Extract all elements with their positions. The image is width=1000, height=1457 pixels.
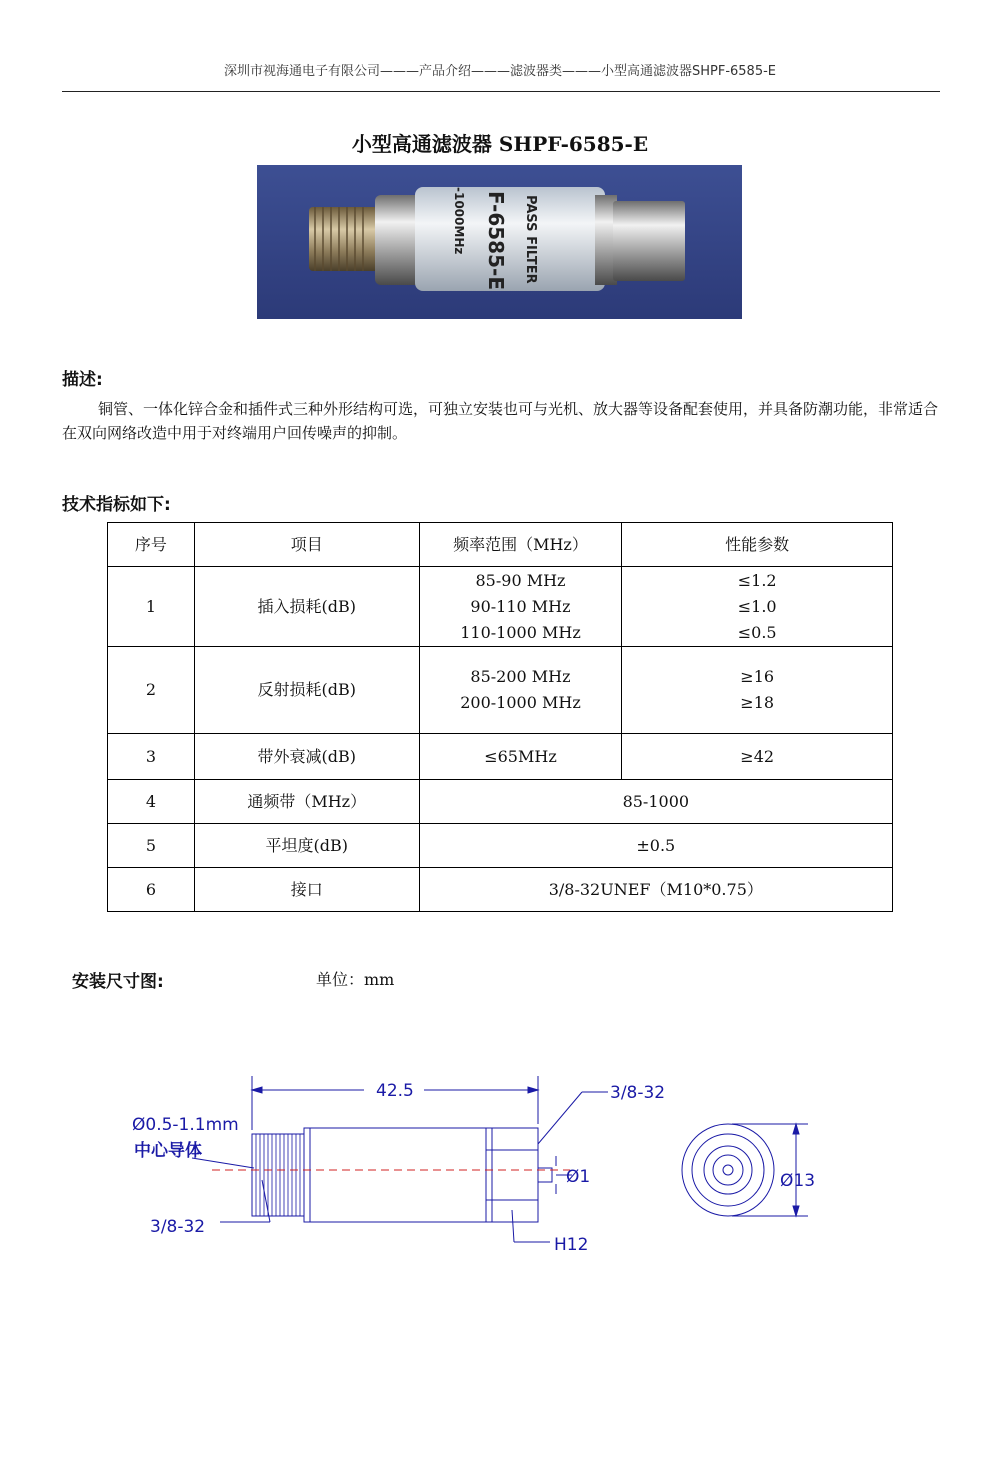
row-item: 平坦度(dB) (194, 824, 419, 868)
row-number: 6 (108, 868, 195, 912)
center-conductor-label: 中心导体 (134, 1141, 202, 1161)
row-frequency: ≤65MHz (419, 734, 622, 780)
header-rule (62, 91, 940, 92)
column-header: 频率范围（MHz） (419, 523, 622, 567)
row-merged-value: 85-1000 (419, 780, 892, 824)
row-number: 1 (108, 567, 195, 647)
table-header-row (108, 523, 893, 567)
table-row (108, 780, 893, 824)
center-conductor-diameter: Ø0.5-1.1mm (132, 1115, 239, 1135)
frequency-range: 85-200 MHz (470, 667, 571, 686)
hex-size-label: H12 (554, 1235, 589, 1255)
left-thread-label: 3/8-32 (150, 1217, 206, 1237)
photo-label-line2: F-6585-E (484, 191, 508, 290)
dimension-drawing (120, 1060, 820, 1270)
frequency-range: 90-110 MHz (470, 596, 571, 616)
right-thread-label: 3/8-32 (610, 1083, 666, 1103)
row-item: 接口 (194, 868, 419, 912)
row-number: 4 (108, 780, 195, 824)
table-row (108, 647, 893, 734)
column-header: 序号 (108, 523, 195, 567)
table-row (108, 824, 893, 868)
document-title: 小型高通滤波器 SHPF-6585-E (351, 132, 649, 156)
description-text: 铜管、一体化锌合金和插件式三种外形结构可选，可独立安装也可与光机、放大器等设备配套使用，并具备防潮功能，非常适合在双向网络改造中用于对终端用户回传噪声的抑制。 (62, 400, 939, 442)
row-item: 反射损耗(dB) (194, 647, 419, 734)
row-frequency (419, 647, 622, 734)
performance-value: ≥16 (740, 667, 775, 686)
drawing-lines (192, 1076, 808, 1242)
unit-text: 单位：mm (316, 970, 395, 989)
frequency-range: 85-90 MHz (475, 570, 566, 590)
length-dimension: 42.5 (376, 1081, 414, 1101)
performance-value: ≤1.0 (737, 596, 777, 616)
row-number: 2 (108, 647, 195, 734)
row-number: 5 (108, 824, 195, 868)
body-diameter-label: Ø13 (780, 1171, 816, 1191)
table-row (108, 567, 893, 647)
row-item: 插入损耗(dB) (194, 567, 419, 647)
row-merged-value: ±0.5 (419, 824, 892, 868)
row-item: 通频带（MHz） (194, 780, 419, 824)
running-header: 深圳市视海通电子有限公司———产品介绍———滤波器类———小型高通滤波器SHPF-6585-E (223, 64, 777, 79)
frequency-range: 110-1000 MHz (460, 622, 581, 642)
description-heading: 描述: (62, 370, 103, 390)
spec-table (107, 522, 893, 912)
frequency-range: 200-1000 MHz (460, 693, 581, 712)
install-heading: 安装尺寸图: (72, 972, 164, 992)
row-merged-value: 3/8-32UNEF（M10*0.75） (419, 868, 892, 912)
photo-label-line1: PASS FILTER (523, 195, 538, 284)
row-number: 3 (108, 734, 195, 780)
performance-value: ≤1.2 (737, 570, 777, 590)
row-value (622, 567, 893, 647)
spec-heading: 技术指标如下: (62, 495, 171, 515)
column-header: 性能参数 (622, 523, 893, 567)
pin-diameter-label: Ø1 (566, 1167, 591, 1187)
row-item: 带外衰减(dB) (194, 734, 419, 780)
column-header: 项目 (194, 523, 419, 567)
table-row (108, 734, 893, 780)
photo-label-line3: -1000MHz (452, 187, 466, 255)
row-frequency (419, 567, 622, 647)
product-photo (257, 165, 742, 319)
row-value (622, 647, 893, 734)
table-row (108, 868, 893, 912)
performance-value: ≥18 (740, 693, 775, 712)
row-value: ≥42 (622, 734, 893, 780)
performance-value: ≤0.5 (737, 622, 777, 642)
